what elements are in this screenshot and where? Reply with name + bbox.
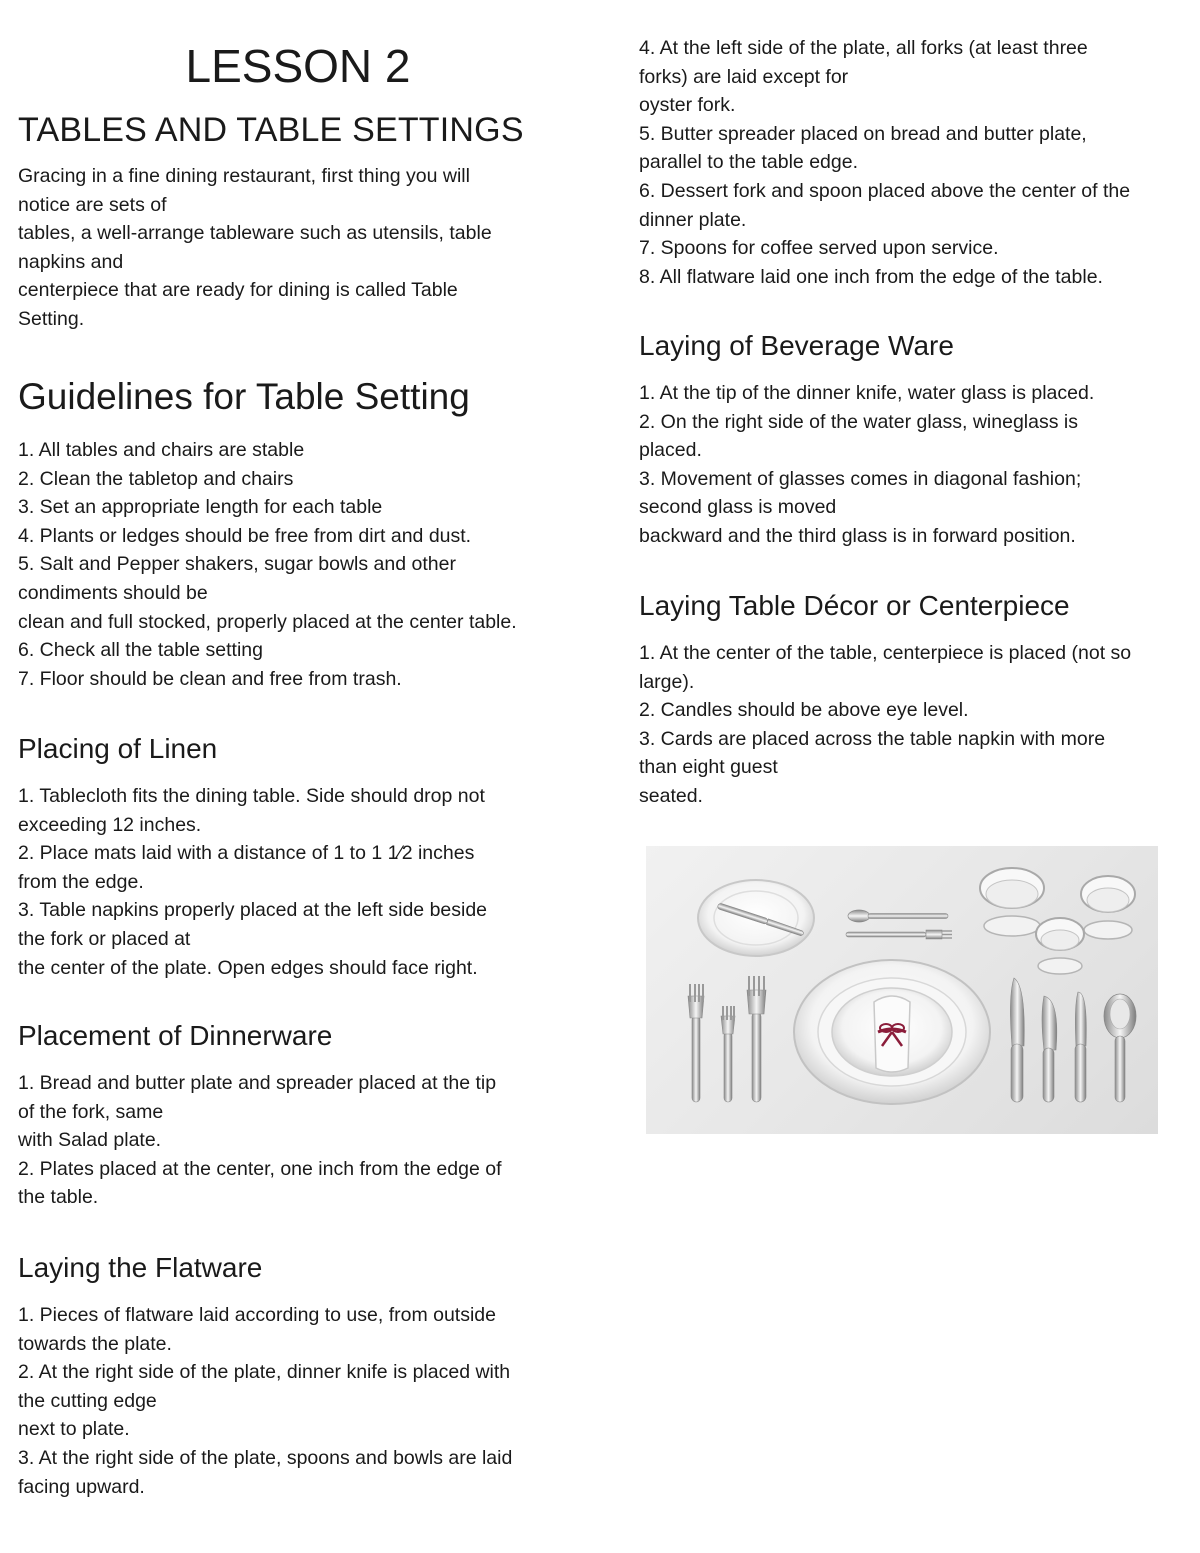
red-wine-glass — [1081, 876, 1135, 939]
linen-section — [18, 731, 578, 982]
linen-list: 1. Tablecloth fits the dining table. Side should drop not exceeding 12 inches. 2. Place mats laid with a distance of 1 to 1 1⁄2 inches from the edge. 3. Table napkins properly placed at the left side beside the fork or placed at the center of the plate. Open edges should face right. — [18, 785, 488, 979]
fish-knife — [1042, 996, 1057, 1102]
white-wine-glass — [1036, 918, 1084, 974]
dinnerware-list: 1. Bread and butter plate and spreader placed at the tip of the fork, same with Salad plate. 2. Plates placed at the center, one inch from the edge of the table. — [18, 1072, 502, 1209]
folded-napkin — [874, 996, 910, 1072]
dinner-fork — [747, 976, 766, 1102]
decor-heading: Laying Table Décor or Centerpiece — [639, 590, 1070, 621]
lesson-subtitle: TABLES AND TABLE SETTINGS — [18, 111, 524, 149]
fish-fork — [721, 1006, 735, 1102]
flatware-heading: Laying the Flatware — [18, 1252, 263, 1283]
flatware-list-part2: 4. At the left side of the plate, all forks (at least three forks) are laid except for oyster fork. 5. Butter spreader placed on bread and butter plate, parallel to the table edge. 6. Dessert fork and spoon placed above the center of the dinner plate. 7. Spoons for coffee served upon service. 8. All flatware laid one inch from the edge of the table. — [639, 37, 1131, 288]
beverage-heading: Laying of Beverage Ware — [639, 330, 954, 361]
decor-list: 1. At the center of the table, centerpiece is placed (not so large). 2. Candles should be above eye level. 3. Cards are placed across the table napkin with more than eight guest seated. — [639, 642, 1132, 807]
lesson-title: LESSON 2 — [185, 40, 411, 92]
guidelines-list: 1. All tables and chairs are stable 2. Clean the tabletop and chairs 3. Set an appropriate length for each table 4. Plants or ledges should be free from dirt and dust. 5. Salt and Pepper shakers, sugar bowls and other condiments should be clean and full stocked, properly placed at the center table. 6. Check all the table setting 7. Floor should be clean and free from trash. — [18, 439, 517, 690]
dessert-spoon — [848, 910, 948, 922]
intro-paragraph: Gracing in a fine dining restaurant, first thing you will notice are sets of tables, a well-arrange tableware such as utensils, table napkins and centerpiece that are ready for dining is called Table Setting. — [18, 165, 492, 330]
flatware-section — [18, 1250, 578, 1501]
soup-spoon-left — [1075, 992, 1086, 1102]
water-glass — [980, 868, 1044, 936]
dinner-knife — [1010, 978, 1024, 1102]
linen-heading: Placing of Linen — [18, 733, 218, 764]
salad-fork — [688, 984, 704, 1102]
decor-section — [639, 588, 1189, 811]
table-setting-illustration — [646, 846, 1158, 1134]
guidelines-heading: Guidelines for Table Setting — [18, 376, 470, 417]
dinnerware-section — [18, 1018, 578, 1212]
soup-spoon — [1104, 994, 1136, 1102]
beverage-section — [639, 328, 1189, 551]
dessert-fork — [846, 930, 952, 939]
beverage-list: 1. At the tip of the dinner knife, water glass is placed. 2. On the right side of the water glass, wineglass is placed. 3. Movement of glasses comes in diagonal fashion; second glass is moved backward and the third glass is in forward position. — [639, 382, 1095, 547]
dinnerware-heading: Placement of Dinnerware — [18, 1020, 333, 1051]
guidelines-section — [18, 374, 578, 693]
flatware-list-part1: 1. Pieces of flatware laid according to use, from outside towards the plate. 2. At the right side of the plate, dinner knife is placed with the cutting edge next to plate. 3. At the right side of the plate, spoons and bowls are laid facing upward. — [18, 1304, 513, 1498]
